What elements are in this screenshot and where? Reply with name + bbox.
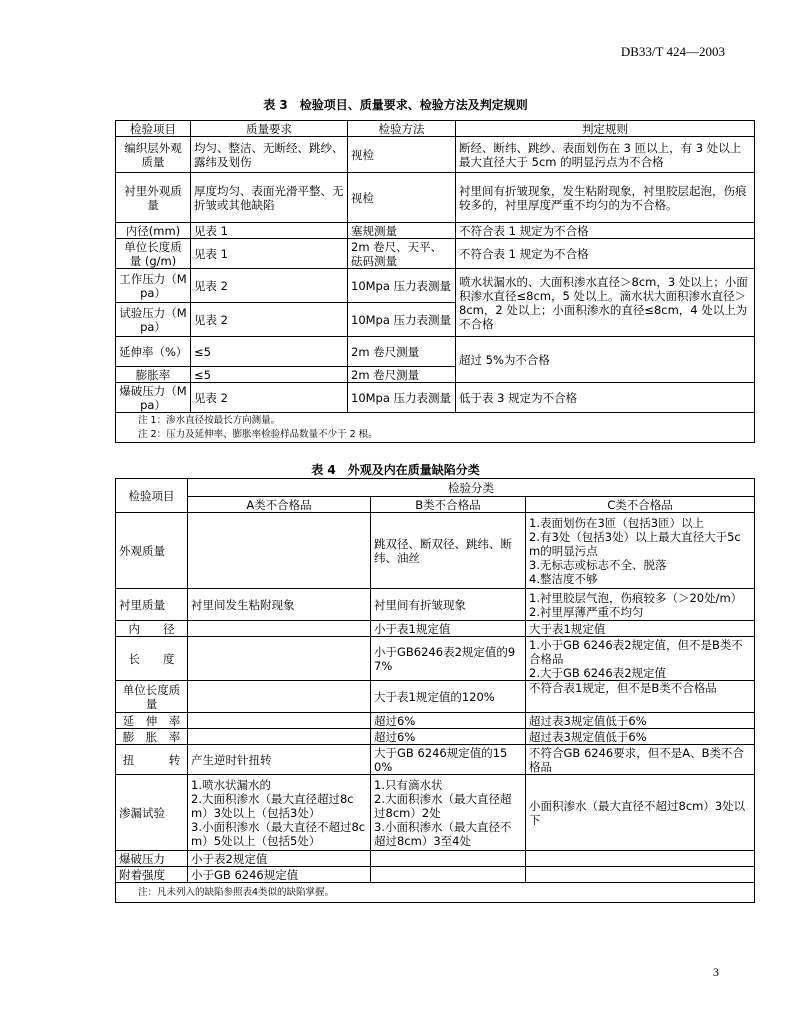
table-cell: 不符合表1规定，但不是B类不合格品 xyxy=(526,681,755,713)
table4-header-group: 检验分类 xyxy=(188,479,755,497)
table-cell: 见表 2 xyxy=(191,383,348,413)
table3 xyxy=(115,120,755,443)
table3-header-row xyxy=(116,121,755,137)
table-cell xyxy=(371,775,526,851)
table3-caption: 表 3 检验项目、质量要求、检验方法及判定规则 xyxy=(263,98,528,112)
table-cell: 2m 卷尺测量 xyxy=(348,337,456,367)
table3-header-rule: 判定规则 xyxy=(456,121,755,137)
table-cell: ≤5 xyxy=(191,337,348,367)
table-cell: 小于GB 6246规定值 xyxy=(188,867,371,883)
table-cell xyxy=(371,851,526,867)
cell-line: 2.有3处（包括3处）以上最大直径大于5cm的明显污点 xyxy=(529,529,741,558)
table-cell xyxy=(188,637,371,681)
table-row xyxy=(116,137,755,173)
table-cell: 见表 2 xyxy=(191,269,348,303)
table-row xyxy=(116,223,755,239)
table-row xyxy=(116,513,755,589)
table-cell: 衬里质量 xyxy=(116,589,188,621)
table-cell: 见表 2 xyxy=(191,303,348,337)
table-cell: 10Mpa 压力表测量 xyxy=(348,269,456,303)
table-cell: 跳双径、断双径、跳纬、断纬、油丝 xyxy=(371,513,526,589)
table-cell: 编织层外观质量 xyxy=(116,137,191,173)
table-cell: 视检 xyxy=(348,173,456,223)
table-cell: 超过6% xyxy=(371,713,526,729)
document-code: DB33/T 424—2003 xyxy=(620,44,725,59)
table-cell: 2m 卷尺、天平、砝码测量 xyxy=(348,239,456,269)
table-cell: 超过 5%为不合格 xyxy=(456,337,755,383)
table-cell: 小于GB6246表2规定值的97% xyxy=(371,637,526,681)
cell-line: 1.只有滴水状 xyxy=(374,777,443,792)
cell-line: 2.大面积渗水（最大直径超过8cm）2处 xyxy=(374,791,512,820)
table-row xyxy=(116,173,755,223)
table-cell xyxy=(188,621,371,637)
table-cell: 2m 卷尺测量 xyxy=(348,367,456,383)
table3-notes-row xyxy=(116,413,755,443)
table-cell: 爆破压力（Mpa） xyxy=(116,383,191,413)
cell-line: 1.表面划伤在3匝（包括3匝）以上 xyxy=(529,515,705,530)
table-cell: 小于表1规定值 xyxy=(371,621,526,637)
table-cell: 小面积渗水（最大直径不超过8cm）3处以下 xyxy=(526,775,755,851)
table-cell: 衬里间有折皱现象 xyxy=(371,589,526,621)
table-cell: 塞规测量 xyxy=(348,223,456,239)
cell-line: 2.大面积渗水（最大直径超过8cm）3处以上（包括3处） xyxy=(191,791,354,820)
table3-header-requirement: 质量要求 xyxy=(191,121,348,137)
table-cell: 断经、断纬、跳纱、表面划伤在 3 匝以上，有 3 处以上最大直径大于 5cm 的明显污点为不合格 xyxy=(456,137,755,173)
table-cell: 内径(mm) xyxy=(116,223,191,239)
table-cell: 单位长度质量 (g/m) xyxy=(116,239,191,269)
table3-header-method: 检验方法 xyxy=(348,121,456,137)
table-cell: 工作压力（Mpa） xyxy=(116,269,191,303)
table-cell xyxy=(188,775,371,851)
table-cell: 厚度均匀、表面光滑平整、无折皱或其他缺陷 xyxy=(191,173,348,223)
table-cell: 渗漏试验 xyxy=(116,775,188,851)
table-cell: 视检 xyxy=(348,137,456,173)
table-cell: 衬里间有折皱现象，发生粘附现象，衬里胶层起泡，伤痕较多的，衬里厚度严重不均匀的为不合格。 xyxy=(456,173,755,223)
table-cell xyxy=(188,713,371,729)
cell-line: 3.无标志或标志不全、脱落 xyxy=(529,557,667,572)
table-cell xyxy=(526,513,755,589)
table-row xyxy=(116,775,755,851)
table-row xyxy=(116,745,755,775)
cell-line: 2.大于GB 6246表2规定值 xyxy=(529,665,667,680)
cell-line: 1.小于GB 6246表2规定值，但不是B类不合格品 xyxy=(529,637,743,666)
table-row xyxy=(116,637,755,681)
cell-line: 2.衬里厚薄严重不均匀 xyxy=(529,604,644,619)
table-cell: 大于GB 6246规定值的150% xyxy=(371,745,526,775)
table-cell: 小于表2规定值 xyxy=(188,851,371,867)
table4 xyxy=(115,478,755,903)
table-cell xyxy=(526,589,755,621)
table-cell: 单位长度质量 xyxy=(116,681,188,713)
cell-line: 4.整洁度不够 xyxy=(529,571,598,586)
table-row xyxy=(116,269,755,303)
table-cell: 试验压力（Mpa） xyxy=(116,303,191,337)
table-cell: 见表 1 xyxy=(191,223,348,239)
table-cell xyxy=(526,867,755,883)
cell-line: 1.喷水状漏水的 xyxy=(191,777,271,792)
table-cell: 超过表3规定值低于6% xyxy=(526,713,755,729)
table-row xyxy=(116,867,755,883)
table-cell: 不符合GB 6246要求，但不是A、B类不合格品 xyxy=(526,745,755,775)
table-row xyxy=(116,729,755,745)
cell-line: 3.小面积渗水（最大直径不超过8cm）3至4处 xyxy=(374,819,512,848)
table4-header-b: B类不合格品 xyxy=(371,497,526,513)
table-cell: 不符合表 1 规定为不合格 xyxy=(456,239,755,269)
table4-header-item: 检验项目 xyxy=(116,479,188,513)
table-cell: 均匀、整洁、无断经、跳纱、露纬及划伤 xyxy=(191,137,348,173)
table-cell: 喷水状漏水的、大面积渗水直径＞8cm，3 处以上；小面积渗水直径≤8cm，5 处以上。滴水状大面积渗水直径＞8cm，2 处以上；小面积渗水的直径≤8cm，4 处以上为不合格 xyxy=(456,269,755,337)
table3-note-2: 注 2：压力及延伸率、膨胀率检验样品数量不少于 2 根。 xyxy=(138,428,378,440)
table3-note-1: 注 1：渗水直径按最长方向测量。 xyxy=(138,414,281,426)
table-cell: 膨胀率 xyxy=(116,367,191,383)
table-cell: 延 伸 率 xyxy=(116,713,188,729)
table-cell xyxy=(526,637,755,681)
table-cell: 延伸率（%） xyxy=(116,337,191,367)
table-cell: 扭 转 xyxy=(116,745,188,775)
table-cell: 大于表1规定值的120% xyxy=(371,681,526,713)
table-cell: 爆破压力 xyxy=(116,851,188,867)
table-row xyxy=(116,383,755,413)
table-cell xyxy=(526,851,755,867)
table-row xyxy=(116,851,755,867)
table-cell: 附着强度 xyxy=(116,867,188,883)
table-row xyxy=(116,337,755,367)
table-cell: ≤5 xyxy=(191,367,348,383)
table-cell: 10Mpa 压力表测量 xyxy=(348,383,456,413)
table-cell: 见表 1 xyxy=(191,239,348,269)
table-cell xyxy=(188,513,371,589)
table-row xyxy=(116,681,755,713)
table4-note: 注：凡未列入的缺陷参照表4类似的缺陷掌握。 xyxy=(116,883,755,903)
table3-header-item: 检验项目 xyxy=(116,121,191,137)
table3-notes xyxy=(116,413,755,443)
table4-header-c: C类不合格品 xyxy=(526,497,755,513)
table-cell xyxy=(188,681,371,713)
table4-header-a: A类不合格品 xyxy=(188,497,371,513)
table-cell: 衬里间发生粘附现象 xyxy=(188,589,371,621)
table-row xyxy=(116,621,755,637)
table4-caption: 表 4 外观及内在质量缺陷分类 xyxy=(311,463,480,477)
table-cell: 10Mpa 压力表测量 xyxy=(348,303,456,337)
table-row xyxy=(116,239,755,269)
cell-line: 1.衬里胶层气泡，伤痕较多（＞20处/m） xyxy=(529,590,743,605)
table-cell: 长 度 xyxy=(116,637,188,681)
table-cell xyxy=(188,729,371,745)
cell-line: 3.小面积渗水（最大直径不超过8cm）5处以上（包括5处） xyxy=(191,819,366,848)
table-cell: 大于表1规定值 xyxy=(526,621,755,637)
table-cell: 低于表 3 规定为不合格 xyxy=(456,383,755,413)
table-row xyxy=(116,713,755,729)
page-number: 3 xyxy=(713,965,719,979)
table-cell: 产生逆时针扭转 xyxy=(188,745,371,775)
table-row xyxy=(116,589,755,621)
table-cell xyxy=(371,867,526,883)
table-cell: 超过表3规定值低于6% xyxy=(526,729,755,745)
table-cell: 外观质量 xyxy=(116,513,188,589)
table4-notes-row xyxy=(116,883,755,903)
table-cell: 内 径 xyxy=(116,621,188,637)
table-cell: 超过6% xyxy=(371,729,526,745)
table-cell: 膨 胀 率 xyxy=(116,729,188,745)
table-cell: 衬里外观质量 xyxy=(116,173,191,223)
table-cell: 不符合表 1 规定为不合格 xyxy=(456,223,755,239)
